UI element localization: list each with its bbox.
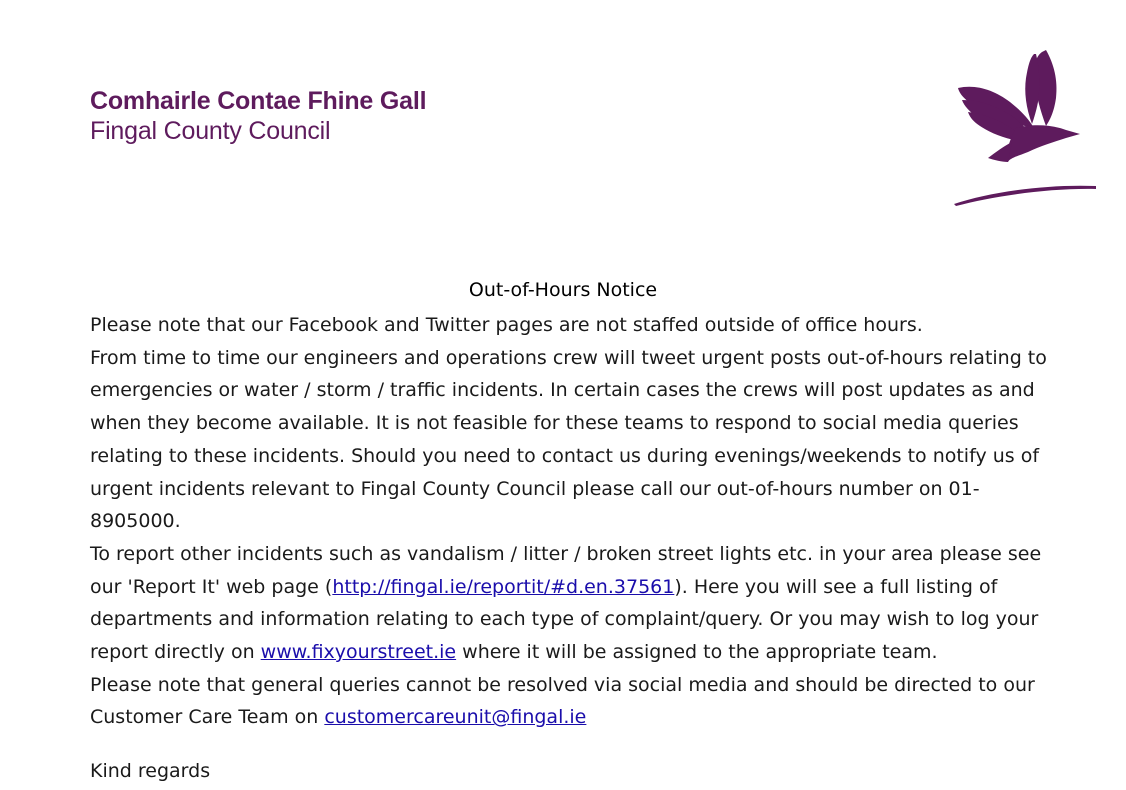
org-name-irish: Comhairle Contae Fhine Gall <box>90 87 427 115</box>
paragraph-report-text-b: ). Here you will see a full listing of departments and information relating to each type of complaint/query. Or you may wish to log your report directly on <box>90 575 1039 664</box>
fixyourstreet-link[interactable]: www.fixyourstreet.ie <box>260 641 457 664</box>
paragraph-report-text-c: where it will be assigned to the appropriate team. <box>456 641 938 664</box>
customer-care-email-link[interactable]: customercareunit@fingal.ie <box>324 706 587 729</box>
paragraph-customer-care <box>90 669 1050 734</box>
paragraph-report-text-a: To report other incidents such as vandalism / litter / broken street lights etc. in your area please see our 'Report It' web page ( <box>90 542 1042 598</box>
bird-logo-icon <box>950 46 1100 208</box>
paragraph-out-of-hours: From time to time our engineers and operations crew will tweet urgent posts out-of-hours relating to emergencies or water / storm / traffic incidents. In certain cases the crews will post updates as and when they become available. It is not feasible for these teams to respond to social media queries relating to these incidents. Should you need to contact us during evenings/weekends to notify us of urgent incidents relevant to Fingal County Council please call our out-of-hours number on 01-8905000. <box>90 346 1047 533</box>
paragraph-customer-care-text: Please note that general queries cannot be resolved via social media and should be directed to our Customer Care Team on <box>90 673 1035 729</box>
paragraph-staffing: Please note that our Facebook and Twitter pages are not staffed outside of office hours. <box>90 314 923 336</box>
paragraph-report <box>90 538 1050 669</box>
org-name-english: Fingal County Council <box>90 117 331 145</box>
closing-signoff: Kind regards <box>90 760 211 782</box>
report-it-link[interactable]: http://fingal.ie/reportit/#d.en.37561 <box>332 575 675 598</box>
notice-body <box>90 309 1050 734</box>
org-name <box>90 86 426 146</box>
notice-title: Out-of-Hours Notice <box>468 279 658 301</box>
